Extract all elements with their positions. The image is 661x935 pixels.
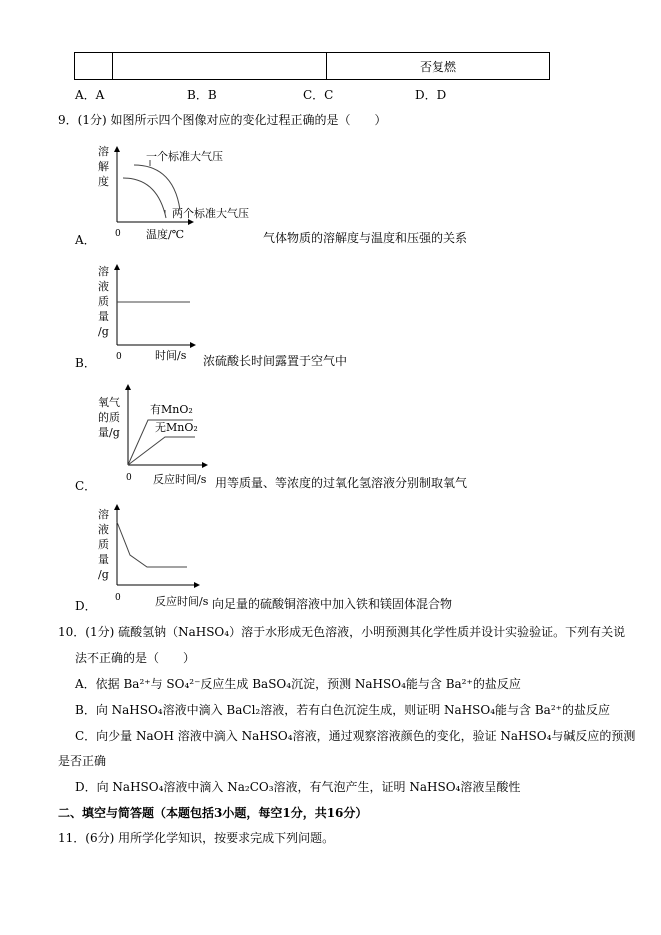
graph-a-ylabel: 溶 解 度 <box>98 145 109 188</box>
curve-label-two-atm: 两个标准大气压 <box>172 207 249 220</box>
graph-b-xlabel: 时间/s <box>155 349 187 362</box>
option-d-desc: 向足量的硫酸铜溶液中加入铁和镁固体混合物 <box>212 597 453 611</box>
option-a: A．A <box>75 88 105 102</box>
q9-stem: 9．(1分) 如图所示四个图像对应的变化过程正确的是（ ） <box>58 113 387 127</box>
curve-two-atm <box>123 178 166 218</box>
curve-one-atm <box>134 165 180 210</box>
option-d: D．D <box>415 88 447 102</box>
graph-d-ylabel: 溶 液 质 量 /g <box>98 508 109 581</box>
option-letter-b: B． <box>75 356 96 370</box>
solution-mass-line <box>117 522 187 567</box>
q10-option-c-cont: 是否正确 <box>58 754 107 768</box>
graph-c-xlabel: 反应时间/s <box>153 473 207 486</box>
q10-option-b: B．向 NaHSO₄溶液中滴入 BaCl₂溶液，若有白色沉淀生成，则证明 NaHSO₄能与含 Ba²⁺的盐反应 <box>75 703 610 717</box>
q10-option-a: A．依据 Ba²⁺与 SO₄²⁻反应生成 BaSO₄沉淀，预测 NaHSO₄能与含 Ba²⁺的盐反应 <box>75 677 521 691</box>
option-letter-d: D． <box>75 599 97 613</box>
graph-b-ylabel: 溶 液 质 量 /g <box>98 265 109 338</box>
option-c: C．C <box>303 88 334 102</box>
section-heading: 二、填空与简答题（本题包括3小题，每空1分，共16分） <box>58 806 368 820</box>
option-letter-c: C． <box>75 479 97 493</box>
option-letter-a: A． <box>75 233 96 247</box>
graph-a-xlabel: 温度/℃ <box>146 228 185 241</box>
table-cell: 否复燃 <box>327 53 550 80</box>
curve-label-one-atm: 一个标准大气压 <box>146 150 223 163</box>
q10-option-d: D．向 NaHSO₄溶液中滴入 Na₂CO₃溶液，有气泡产生，证明 NaHSO₄溶液呈酸性 <box>75 780 521 794</box>
curve-label-with-mno2: 有MnO₂ <box>150 403 193 416</box>
origin-label: 0 <box>116 352 122 362</box>
graph-b <box>117 265 195 345</box>
option-b: B．B <box>187 88 217 102</box>
graph-d <box>117 505 199 585</box>
q10-stem-cont: 法不正确的是（ ） <box>75 651 196 665</box>
q10-option-c: C．向少量 NaOH 溶液中滴入 NaHSO₄溶液，通过观察溶液颜色的变化，验证 NaHSO₄与碱反应的预测 <box>75 729 636 743</box>
graph-d-xlabel: 反应时间/s <box>155 595 209 608</box>
q10-stem: 10．(1分) 硫酸氢钠（NaHSO₄）溶于水形成无色溶液，小明预测其化学性质并设计实验验证。下列有关说 <box>58 625 626 639</box>
option-c-desc: 用等质量、等浓度的过氧化氢溶液分别制取氧气 <box>215 476 468 490</box>
curve-label-without-mno2: 无MnO₂ <box>155 421 198 434</box>
q11-stem: 11．(6分) 用所学化学知识，按要求完成下列问题。 <box>58 831 335 845</box>
option-a-desc: 气体物质的溶解度与温度和压强的关系 <box>263 231 468 245</box>
option-b-desc: 浓硫酸长时间露置于空气中 <box>203 354 348 368</box>
origin-label: 0 <box>115 593 121 603</box>
origin-label: 0 <box>126 473 132 483</box>
graph-c-ylabel: 氧气 的质 量/g <box>98 396 120 439</box>
origin-label: 0 <box>115 229 121 239</box>
